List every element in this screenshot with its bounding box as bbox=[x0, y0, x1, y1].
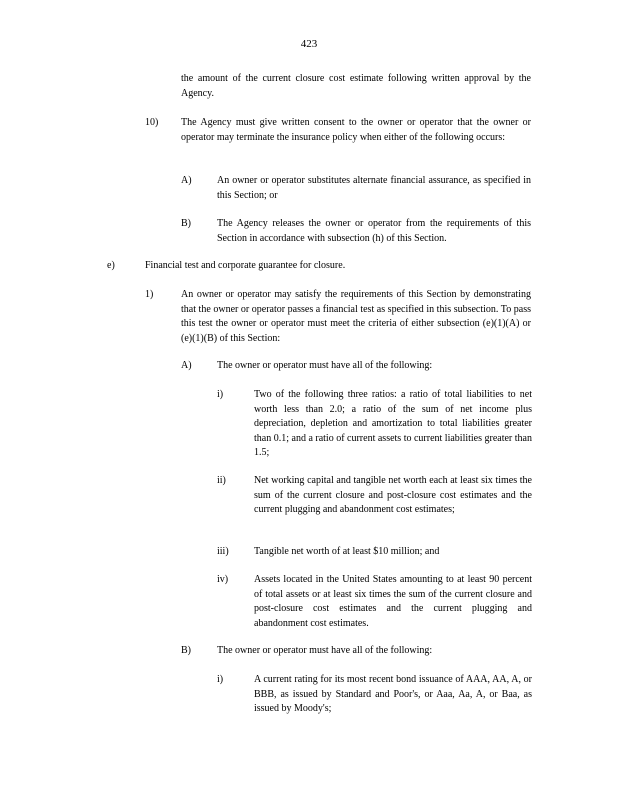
item-text-10: The Agency must give written consent to the owner or operator that the owner or operator may terminate the insurance policy when either of the following occurs: bbox=[181, 117, 531, 143]
item-label-e-1-b: B) bbox=[181, 645, 191, 656]
item-label-e-1: 1) bbox=[145, 289, 154, 300]
item-text-10-b: The Agency releases the owner or operator from the requirements of this Section in accordance with subsection (h) of this Section. bbox=[217, 218, 531, 244]
item-label-e-1-a-iii: iii) bbox=[217, 546, 229, 557]
item-text-e-1-a-i: Two of the following three ratios: a ratio of total liabilities to net worth less than 2.0; a ratio of the sum of net income plus depreciation, depletion and amortization to total liabilities greater than 0.1; and a ratio of current assets to current liabilities greater than 1.5; bbox=[254, 389, 532, 458]
item-text-e-1-a-ii: Net working capital and tangible net worth each at least six times the sum of the current closure and post-closure cost estimates and the current plugging and abandonment cost estimates; bbox=[254, 475, 532, 515]
subsection-heading-e: Financial test and corporate guarantee for closure. bbox=[145, 260, 346, 271]
item-label-e-1-a-iv: iv) bbox=[217, 574, 229, 585]
item-label-e-1-a-i: i) bbox=[217, 389, 224, 400]
item-text-e-1-a-iii: Tangible net worth of at least $10 million; and bbox=[254, 546, 440, 557]
item-text-e-1: An owner or operator may satisfy the requirements of this Section by demonstrating that the owner or operator passes a financial test as specified in this subsection. To pass this test the owner or operator must meet the criteria of either subsection (e)(1)(A) or (e)(1)(B) of this Section: bbox=[181, 289, 531, 344]
item-text-e-1-b-i: A current rating for its most recent bond issuance of AAA, AA, A, or BBB, as issued by Standard and Poor's, or Aaa, Aa, A, or Baa, as issued by Moody's; bbox=[254, 674, 532, 714]
item-label-10: 10) bbox=[145, 117, 159, 128]
page-number: 423 bbox=[300, 38, 318, 50]
continuation-paragraph: the amount of the current closure cost estimate following written approval by the Agency. bbox=[181, 73, 531, 99]
item-text-e-1-a: The owner or operator must have all of the following: bbox=[217, 360, 433, 371]
item-text-10-a: An owner or operator substitutes alternate financial assurance, as specified in this Section; or bbox=[217, 175, 531, 201]
item-label-10-b: B) bbox=[181, 218, 191, 229]
item-text-e-1-b: The owner or operator must have all of the following: bbox=[217, 645, 433, 656]
item-label-e-1-b-i: i) bbox=[217, 674, 224, 685]
item-label-e-1-a-ii: ii) bbox=[217, 475, 226, 486]
subsection-label-e: e) bbox=[107, 260, 115, 271]
item-text-e-1-a-iv: Assets located in the United States amounting to at least 90 percent of total assets or at least six times the sum of the current closure and post-closure cost estimates and the current plugging and abandonment cost estimates. bbox=[254, 574, 532, 629]
item-label-e-1-a: A) bbox=[181, 360, 192, 371]
item-label-10-a: A) bbox=[181, 175, 192, 186]
